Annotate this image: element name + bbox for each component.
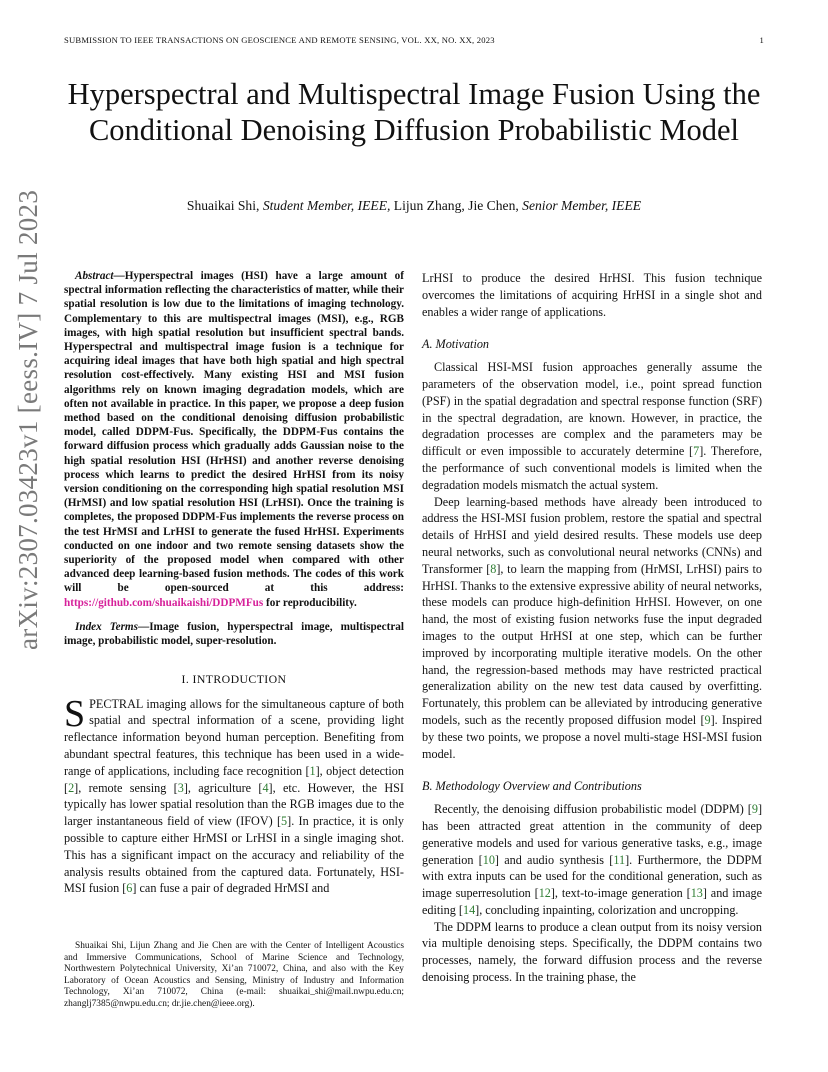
abstract-label: Abstract <box>75 270 114 282</box>
subsection-methodology: B. Methodology Overview and Contributions <box>422 779 642 794</box>
subsection-motivation: A. Motivation <box>422 337 490 352</box>
motivation-paragraph-2: Deep learning-based methods have already been introduced to address the HSI-MSI fusion problem, restore the spatial and spectral details of HrHSI and yield desired results. These models use deep neural networks, such as convolutional neural networks (CNNs) and Transformer [8], to learn the mapping from (HrMSI, LrHSI) pairs to HrHSI. Thanks to the extensive expressive ability of neural networks, these models can produce high-definition HrHSI. However, on one hand, the most of existing fusion networks fuse the input degraded images to the output HrHSI at one step, which can be further improved by incorporating multiple iterative models. On the other hand, the regression-based methods may have restricted practical generalization ability on the new test data caused by overfitting. Fortunately, this problem can be alleviated by introducing generative models, such as the recently proposed diffusion model [9]. Inspired by these two points, we propose a novel multi-stage HSI-MSI fusion model. <box>422 494 762 761</box>
arxiv-stamp: arXiv:2307.03423v1 [eess.IV] 7 Jul 2023 <box>13 189 43 650</box>
running-header <box>64 35 764 45</box>
citation[interactable]: 1 <box>309 763 316 778</box>
right-column <box>422 270 762 986</box>
citation[interactable]: 13 <box>690 886 703 901</box>
citation[interactable]: 14 <box>462 902 476 917</box>
citation[interactable]: 8 <box>490 561 497 576</box>
abstract-text: —Hyperspectral images (HSI) have a large amount of spectral information reflecting the characteristics of matter, while their spatial resolution is low due to the limitations of imaging technology. Complementary to this are multispectral images (MSI), e.g., RGB images, with high spatial resolution but insufficient spectral bands. Hyperspectral and multispectral image fusion is a technique for acquiring ideal images that have both high spatial and high spectral resolution cost-effectively. Many existing HSI and MSI fusion algorithms rely on known imaging degradation models, which are often not available in practice. In this paper, we propose a deep fusion method based on the conditional denoising diffusion probabilistic model, called DDPM-Fus. Specifically, the DDPM-Fus contains the forward diffusion process which gradually adds Gaussian noise to the high spatial resolution HSI (HrHSI) and another reverse denoising process which learns to predict the desired HrHSI from its noisy version conditioning on the corresponding high spatial resolution MSI (HrMSI) and low spatial resolution HSI (LrHSI). Once the training is completes, the proposed DDPM-Fus implements the reverse process on the test HrMSI and LrHSI to generate the fused HrHSI. Experiments conducted on one indoor and two remote sensing datasets show the superiority of the proposed model when compared with other advanced deep learning-based fusion methods. The codes of this work will be open-sourced at this address: <box>64 270 404 595</box>
index-terms <box>64 620 404 648</box>
citation[interactable]: 4 <box>262 780 269 795</box>
code-link[interactable]: https://github.com/shuaikaishi/DDPMFus <box>64 596 264 609</box>
methodology-paragraph-2: The DDPM learns to produce a clean output from its noisy version via multiple denoising steps. Specifically, the DDPM contains two processes, namely, the forward diffusion process and the reverse denoising process. In the training phase, the <box>422 919 762 985</box>
citation[interactable]: 10 <box>482 852 495 867</box>
index-terms-text: —Image fusion, hyperspectral image, multispectral image, probabilistic model, super-resolution. <box>64 620 404 648</box>
page-number: 1 <box>759 35 764 45</box>
abstract <box>64 269 404 610</box>
author-2-3: Lijun Zhang, Jie Chen, <box>390 198 523 213</box>
citation[interactable]: 12 <box>538 886 551 901</box>
intro-continuation: LrHSI to produce the desired HrHSI. This fusion technique overcomes the limitations of acquiring HrHSI in a single shot and enables a wider range of applications. <box>422 271 762 319</box>
citation[interactable]: 9 <box>751 802 758 817</box>
journal-line: SUBMISSION TO IEEE TRANSACTIONS ON GEOSCIENCE AND REMOTE SENSING, VOL. XX, NO. XX, 2023 <box>64 35 495 45</box>
drop-cap: S <box>64 692 86 735</box>
citation[interactable]: 11 <box>613 852 626 867</box>
intro-paragraph: SPECTRAL imaging allows for the simultaneous capture of both spatial and spectral information of a scene, providing light reflectance information beyond human perception. Benefiting from abundant spectral features, this technique has been used in a wide-range of applications, including face recognition [1], object detection [2], remote sensing [3], agriculture [4], etc. However, the HSI typically has lower spatial resolution than the RGB images due to the larger instantaneous field of view (IFOV) [5]. In practice, it is only possible to capture either HrMSI or LrHSI in a single imaging shot. This has a significant impact on the accuracy and reliability of the analysis results obtained from the captured data. Fortunately, HSI-MSI fusion [6] can fuse a pair of degraded HrMSI and <box>64 692 405 896</box>
citation[interactable]: 7 <box>693 444 700 459</box>
author-1-role: Student Member, IEEE, <box>262 198 391 213</box>
citation[interactable]: 5 <box>281 814 288 829</box>
author-3-role: Senior Member, IEEE <box>522 198 642 213</box>
paper-title: Hyperspectral and Multispectral Image Fusion Using the Conditional Denoising Diffusion Probabilistic Model <box>67 77 761 147</box>
index-terms-label: Index Terms <box>75 620 138 633</box>
author-line <box>64 198 764 214</box>
motivation-paragraph-1: Classical HSI-MSI fusion approaches generally assume the parameters of the observation model, i.e., point spread function (PSF) in the spatial degradation and spectral response function (SRF) in the spectral degradation, are known. However, in practice, the degradation processes are complex and the parameters may be difficult or even impossible to accurately determine [7]. Therefore, the performance of such conventional models is limited when the degradation models mismatch the actual system. <box>422 360 763 492</box>
methodology-paragraph-1: Recently, the denoising diffusion probabilistic model (DDPM) [9] has been attracted great attention in the community of deep generative models and used for various generative tasks, e.g., image generation [10] and audio synthesis [11]. Furthermore, the DDPM with extra inputs can be used for the conditional generation, such as image superresolution [12], text-to-image generation [13] and image editing [14], concluding inpainting, colorization and uncropping. <box>422 802 763 917</box>
citation[interactable]: 2 <box>68 780 75 795</box>
citation[interactable]: 6 <box>126 881 133 896</box>
citation[interactable]: 9 <box>704 712 711 727</box>
citation[interactable]: 3 <box>177 780 184 795</box>
section-heading-intro: I. INTRODUCTION <box>181 672 287 687</box>
abstract-tail: for reproducibility. <box>263 596 357 609</box>
left-column <box>64 269 404 897</box>
affiliation-footnote: Shuaikai Shi, Lijun Zhang and Jie Chen are with the Center of Intelligent Acoustics and Immersive Communications, School of Marine Science and Technology, Northwestern Polytechnical University, Xi’an 710072, China, and also with the Key Laboratory of Ocean Acoustics and Sensing, Ministry of Industry and Information Technology, Xi’an 710072, China (e-mail: shuaikai_shi@mail.nwpu.edu.cn; zhanglj7385@nwpu.edu.cn; dr.jie.chen@ieee.org). <box>64 941 404 1009</box>
author-1: Shuaikai Shi, <box>186 198 263 213</box>
